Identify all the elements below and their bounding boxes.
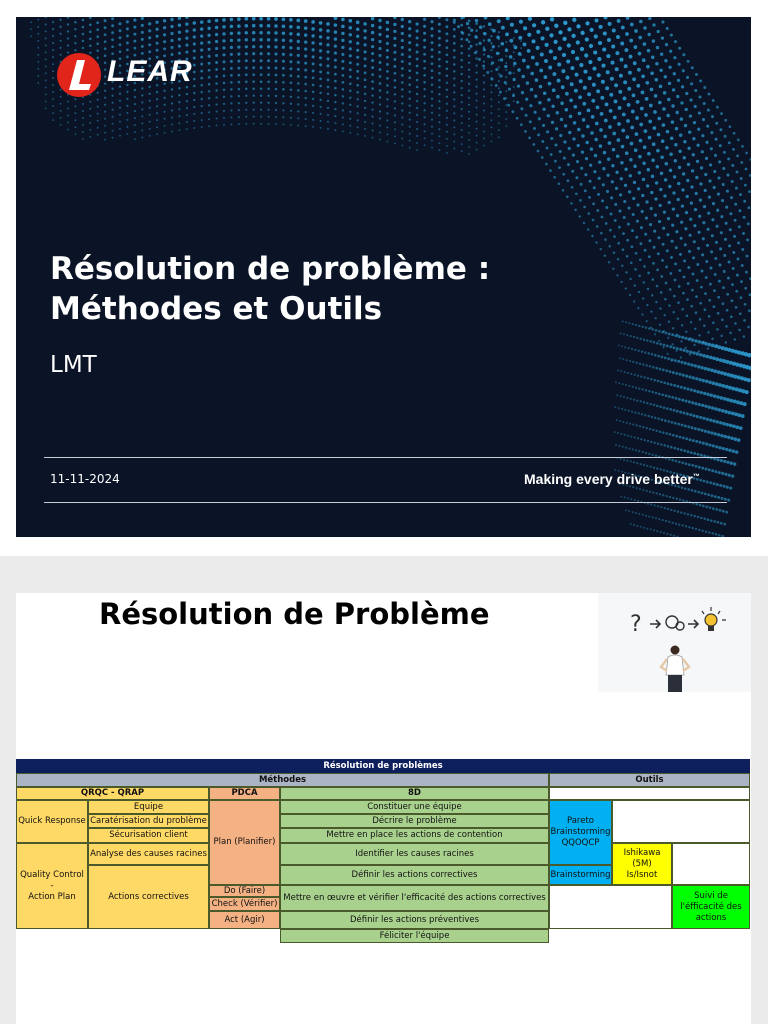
logo-text: LEAR bbox=[107, 55, 193, 88]
eightd-item: Mettre en œuvre et vérifier l'efficacité des actions correctives bbox=[280, 885, 549, 911]
tool-5m: (5M) bbox=[632, 858, 652, 869]
tool-suivi-3: actions bbox=[695, 912, 727, 923]
header-tools: Outils bbox=[549, 773, 750, 787]
eightd-item: Identifier les causes racines bbox=[280, 843, 549, 865]
slide-title: Résolution de Problème bbox=[99, 597, 490, 631]
qrqc-item: Equipe bbox=[88, 800, 209, 814]
qrqc-item: Actions correctives bbox=[88, 865, 209, 929]
tools-blank-cell bbox=[672, 843, 750, 885]
header-8d: 8D bbox=[280, 787, 549, 800]
tool-isisnot: Is/Isnot bbox=[626, 869, 658, 880]
trademark-mark: ™ bbox=[692, 473, 700, 481]
pdca-item: Check (Vérifier) bbox=[209, 897, 280, 911]
tools-blank-row bbox=[549, 787, 750, 800]
eightd-item: Mettre en place les actions de contention bbox=[280, 828, 549, 843]
lear-logo bbox=[55, 49, 225, 101]
tool-pareto: Pareto bbox=[566, 816, 595, 826]
tagline bbox=[524, 471, 700, 487]
eightd-item: Définir les actions préventives bbox=[280, 911, 549, 929]
quick-response-cell: Quick Response bbox=[16, 800, 88, 843]
lear-logo-icon bbox=[55, 51, 103, 99]
tool-brainstorming-2: Brainstorming bbox=[549, 865, 612, 885]
title-line-2: Méthodes et Outils bbox=[50, 291, 383, 327]
pdca-item: Do (Faire) bbox=[209, 885, 280, 897]
tool-qqoqcp: QQOQCP bbox=[561, 838, 600, 848]
tool-brainstorming: Brainstorming bbox=[550, 827, 611, 837]
tools-blank-cell bbox=[612, 800, 750, 843]
presentation-title bbox=[50, 249, 650, 329]
eightd-item: Constituer une équipe bbox=[280, 800, 549, 814]
title-line-1: Résolution de problème : bbox=[50, 251, 491, 287]
eightd-item: Féliciter l'équipe bbox=[280, 929, 549, 943]
tool-suivi-2: l'éfficacité des bbox=[680, 901, 742, 912]
header-methods: Méthodes bbox=[16, 773, 549, 787]
qrqc-item: Sécurisation client bbox=[88, 828, 209, 843]
qc-line-1: Quality Control bbox=[20, 869, 84, 880]
title-slide bbox=[16, 17, 751, 537]
problem-solving-table bbox=[16, 759, 751, 943]
presentation-subtitle: LMT bbox=[50, 352, 97, 378]
header-qrqc: QRQC - QRAP bbox=[16, 787, 209, 800]
header-pdca: PDCA bbox=[209, 787, 280, 800]
table-header-main: Résolution de problèmes bbox=[16, 759, 750, 773]
presentation-date: 11-11-2024 bbox=[50, 472, 120, 486]
content-slide bbox=[16, 593, 751, 1024]
svg-text:?: ? bbox=[630, 612, 642, 637]
divider-top bbox=[44, 457, 727, 458]
qc-line-2: - bbox=[50, 880, 54, 891]
thinking-person-image bbox=[598, 593, 751, 692]
tools-pareto-cell bbox=[549, 800, 612, 865]
tagline-text: Making every drive better bbox=[524, 471, 693, 487]
qc-line-3: Action Plan bbox=[28, 891, 76, 902]
tool-suivi-1: Suivi de bbox=[694, 890, 728, 901]
tools-ishikawa-cell bbox=[612, 843, 672, 885]
eightd-item: Définir les actions correctives bbox=[280, 865, 549, 885]
qrqc-item: Caratérisation du problème bbox=[88, 814, 209, 828]
qrqc-item: Analyse des causes racines bbox=[88, 843, 209, 865]
tool-ishikawa: Ishikawa bbox=[623, 847, 661, 858]
person-idea-illustration bbox=[598, 593, 751, 692]
eightd-item: Décrire le problème bbox=[280, 814, 549, 828]
divider-bottom bbox=[44, 502, 727, 503]
tools-suivi-cell bbox=[672, 885, 750, 929]
tools-blank-cell bbox=[549, 885, 672, 929]
pdca-item: Plan (Planifier) bbox=[209, 800, 280, 885]
quality-control-cell bbox=[16, 843, 88, 929]
pdca-item: Act (Agir) bbox=[209, 911, 280, 929]
